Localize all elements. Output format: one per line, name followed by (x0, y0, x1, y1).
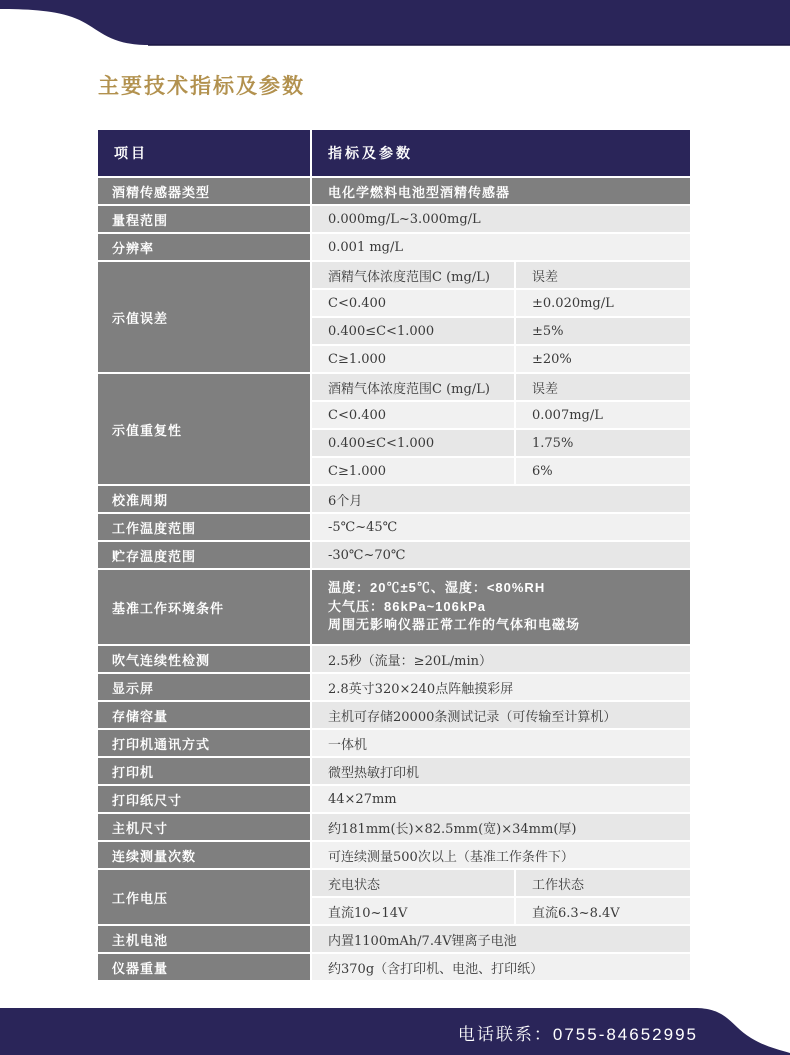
group-values (312, 374, 690, 484)
subrow (312, 262, 690, 288)
table-row (98, 786, 690, 812)
group-values (312, 262, 690, 372)
value-cell: 可连续测量500次以上（基准工作条件下） (312, 842, 690, 868)
value-cell: -5℃~45℃ (312, 514, 690, 540)
row-label: 打印纸尺寸 (98, 786, 310, 812)
value-cell: 2.8英寸320×240点阵触摸彩屏 (312, 674, 690, 700)
row-label: 酒精传感器类型 (98, 178, 310, 204)
row-label: 基准工作环境条件 (98, 570, 310, 644)
row-label: 打印机 (98, 758, 310, 784)
value-cell: 6% (516, 458, 690, 484)
subrow (312, 346, 690, 372)
value-cell: 电化学燃料电池型酒精传感器 (312, 178, 690, 204)
value-line: 大气压：86kPa~106kPa (328, 598, 487, 614)
value-cell: 误差 (516, 374, 690, 400)
top-banner-shape (0, 0, 790, 48)
value-cell: 2.5秒（流量：≥20L/min） (312, 646, 690, 672)
value-line: 周围无影响仪器正常工作的气体和电磁场 (328, 617, 581, 633)
value-cell: ±20% (516, 346, 690, 372)
subrow (312, 402, 690, 428)
table-row (98, 486, 690, 512)
row-label: 示值误差 (98, 262, 310, 372)
row-label: 吹气连续性检测 (98, 646, 310, 672)
row-label: 分辨率 (98, 234, 310, 260)
row-label: 量程范围 (98, 206, 310, 232)
value-cell: C≥1.000 (312, 346, 514, 372)
value-cell: 约181mm(长)×82.5mm(宽)×34mm(厚) (312, 814, 690, 840)
value-cell: 误差 (516, 262, 690, 288)
subrow (312, 870, 690, 896)
subrow (312, 898, 690, 924)
row-label: 主机尺寸 (98, 814, 310, 840)
table-row (98, 262, 690, 372)
table-row (98, 730, 690, 756)
row-label: 显示屏 (98, 674, 310, 700)
value-cell: 0.400≤C<1.000 (312, 318, 514, 344)
value-cell: C<0.400 (312, 290, 514, 316)
value-cell: 0.000mg/L~3.000mg/L (312, 206, 690, 232)
value-cell: ±0.020mg/L (516, 290, 690, 316)
value-cell: 1.75% (516, 430, 690, 456)
value-cell: 工作状态 (516, 870, 690, 896)
value-cell: C≥1.000 (312, 458, 514, 484)
row-label: 仪器重量 (98, 954, 310, 980)
row-label: 工作电压 (98, 870, 310, 924)
table-row (98, 814, 690, 840)
spec-table (98, 130, 690, 982)
value-cell: 内置1100mAh/7.4V锂离子电池 (312, 926, 690, 952)
subrow (312, 430, 690, 456)
table-row (98, 514, 690, 540)
value-line: 温度：20℃±5℃、湿度：<80%RH (328, 579, 546, 595)
subrow (312, 458, 690, 484)
table-row (98, 178, 690, 204)
value-cell: 约370g（含打印机、电池、打印纸） (312, 954, 690, 980)
table-row (98, 374, 690, 484)
table-row (98, 646, 690, 672)
value-cell: 直流6.3~8.4V (516, 898, 690, 924)
table-row (98, 542, 690, 568)
subrow (312, 374, 690, 400)
table-row (98, 702, 690, 728)
table-row (98, 206, 690, 232)
row-label: 存储容量 (98, 702, 310, 728)
value-cell: 酒精气体浓度范围C (mg/L) (312, 374, 514, 400)
value-cell: 酒精气体浓度范围C (mg/L) (312, 262, 514, 288)
table-row (98, 758, 690, 784)
row-label: 贮存温度范围 (98, 542, 310, 568)
phone-contact: 电话联系：0755-84652995 (457, 1025, 698, 1044)
header-cell-item: 项目 (98, 130, 310, 176)
header-cell-value: 指标及参数 (312, 130, 690, 176)
value-cell: C<0.400 (312, 402, 514, 428)
table-header-row (98, 130, 690, 176)
value-cell: ±5% (516, 318, 690, 344)
subrow (312, 290, 690, 316)
page-title: 主要技术指标及参数 (98, 75, 305, 98)
value-cell: 44×27mm (312, 786, 690, 812)
table-row (98, 842, 690, 868)
value-cell (312, 570, 690, 644)
row-label: 校准周期 (98, 486, 310, 512)
table-row (98, 570, 690, 644)
subrow (312, 318, 690, 344)
value-cell: 微型热敏打印机 (312, 758, 690, 784)
table-body (98, 178, 690, 980)
row-label: 打印机通讯方式 (98, 730, 310, 756)
table-row (98, 234, 690, 260)
value-cell: 0.400≤C<1.000 (312, 430, 514, 456)
value-cell: 直流10~14V (312, 898, 514, 924)
row-label: 工作温度范围 (98, 514, 310, 540)
value-cell: 充电状态 (312, 870, 514, 896)
value-cell: 0.001 mg/L (312, 234, 690, 260)
row-label: 示值重复性 (98, 374, 310, 484)
value-cell: 0.007mg/L (516, 402, 690, 428)
table-row (98, 926, 690, 952)
row-label: 主机电池 (98, 926, 310, 952)
value-cell: 6个月 (312, 486, 690, 512)
value-cell: -30℃~70℃ (312, 542, 690, 568)
table-row (98, 870, 690, 924)
group-values (312, 870, 690, 924)
table-row (98, 954, 690, 980)
table-row (98, 674, 690, 700)
value-cell: 主机可存储20000条测试记录（可传输至计算机） (312, 702, 690, 728)
value-cell: 一体机 (312, 730, 690, 756)
row-label: 连续测量次数 (98, 842, 310, 868)
